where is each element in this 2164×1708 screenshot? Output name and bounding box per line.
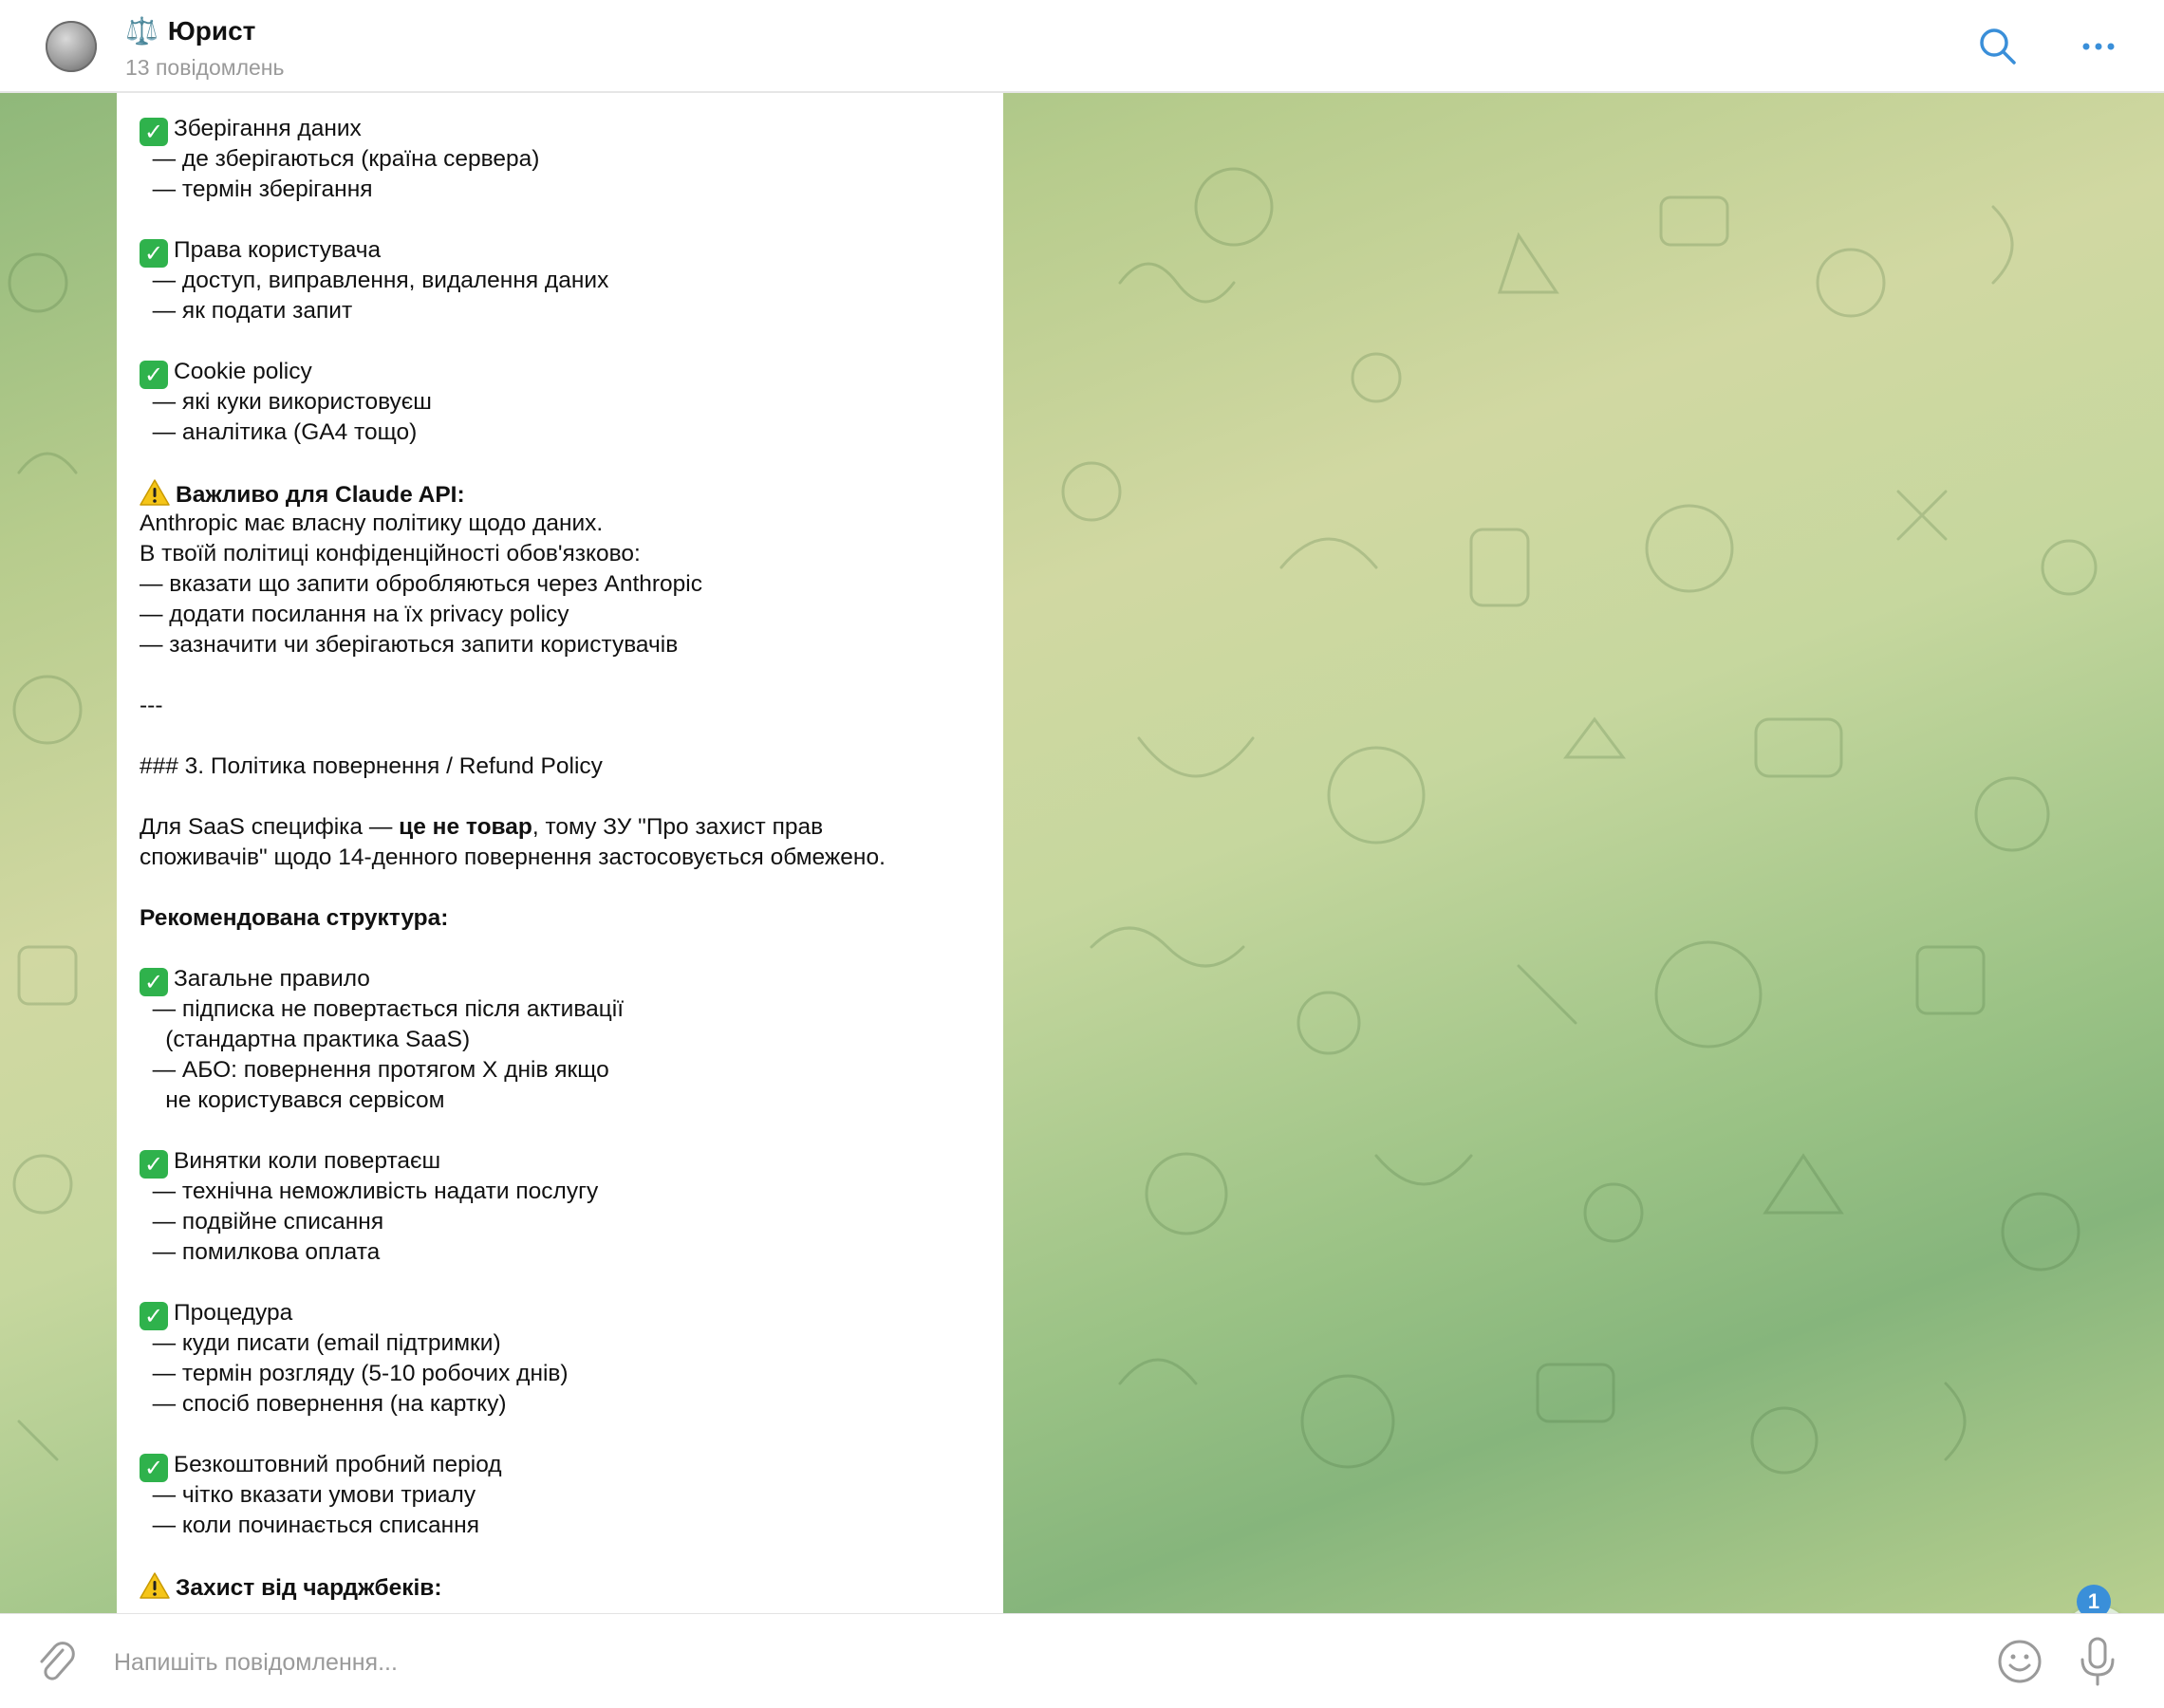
check-mark-icon: ✓ — [140, 1454, 168, 1482]
scales-icon: ⚖️ — [125, 16, 159, 46]
message-line — [140, 782, 980, 812]
message-line: — підписка не повертається після активації — [140, 996, 625, 1022]
search-icon[interactable] — [1974, 23, 2022, 70]
message-line: — де зберігаються (країна сервера) — [140, 146, 540, 172]
message-line: ✓ Зберігання даних — [140, 114, 980, 144]
check-mark-icon: ✓ — [140, 1150, 168, 1179]
message-line: — термін зберігання — [140, 176, 373, 202]
message-line: ✓ Безкоштовний пробний період — [140, 1450, 980, 1480]
unread-badge: 1 — [2077, 1585, 2111, 1619]
message-line: ✓ Cookie policy — [140, 357, 980, 387]
message-line: (стандартна практика SaaS) — [140, 1027, 471, 1052]
message-line: — подвійне списання — [140, 1209, 384, 1235]
chat-title — [125, 13, 284, 49]
chat-avatar[interactable] — [46, 21, 97, 72]
message-line: Захист від чарджбеків: — [140, 1571, 980, 1602]
message-line — [140, 1116, 980, 1146]
message-line — [140, 934, 980, 964]
message-line: — зазначити чи зберігаються запити користувачів — [140, 632, 679, 658]
message-line — [140, 721, 980, 752]
message-line: ✓ Загальне правило — [140, 964, 980, 994]
message-line: — додати посилання на їх privacy policy — [140, 602, 569, 627]
microphone-icon[interactable] — [2077, 1635, 2118, 1688]
message-line: ✓ Винятки коли повертаєш — [140, 1146, 980, 1177]
message-line: --- — [140, 693, 163, 718]
message-line — [140, 660, 980, 691]
message-line — [140, 1420, 980, 1450]
message-line: — чітко вказати умови триалу — [140, 1482, 476, 1508]
message-line: ✓ Права користувача — [140, 235, 980, 266]
message-line: В твоїй політиці конфіденційності обов'язково: — [140, 541, 641, 566]
message-line: — доступ, виправлення, видалення даних — [140, 268, 609, 293]
message-count: 13 повідомлень — [125, 55, 285, 80]
check-mark-icon: ✓ — [140, 118, 168, 146]
message-line — [140, 873, 980, 903]
check-mark-icon: ✓ — [140, 968, 168, 996]
message-line: — спосіб повернення (на картку) — [140, 1391, 507, 1417]
message-line: — куди писати (email підтримки) — [140, 1330, 501, 1356]
message-line: — термін розгляду (5-10 робочих днів) — [140, 1361, 569, 1386]
message-line — [140, 448, 980, 478]
message-line: — аналітика (GA4 тощо) — [140, 419, 418, 445]
warning-icon — [140, 1571, 170, 1600]
message-line: ### 3. Політика повернення / Refund Policy — [140, 753, 603, 779]
chat-title-text: Юрист — [167, 16, 256, 46]
message-line — [140, 1541, 980, 1571]
message-line — [140, 1268, 980, 1298]
chat-header — [0, 0, 2164, 93]
message-line: Anthropic має власну політику щодо даних. — [140, 511, 604, 536]
message-line: споживачів" щодо 14-денного повернення застосовується обмежено. — [140, 845, 886, 870]
message-line: — вказати що запити обробляються через Anthropic — [140, 571, 703, 597]
check-mark-icon: ✓ — [140, 1302, 168, 1330]
emoji-icon[interactable] — [1995, 1637, 2044, 1686]
message-line: Важливо для Claude API: — [140, 478, 980, 509]
message-line: не користувався сервісом — [140, 1087, 445, 1113]
message-line: — технічна неможливість надати послугу — [140, 1179, 599, 1204]
check-mark-icon: ✓ — [140, 361, 168, 389]
message-line: Рекомендована структура: — [140, 905, 449, 931]
message-line — [140, 326, 980, 357]
check-mark-icon: ✓ — [140, 239, 168, 268]
message-line: — помилкова оплата — [140, 1239, 381, 1265]
message-line: — як подати запит — [140, 298, 353, 324]
paperclip-icon[interactable] — [34, 1639, 80, 1684]
more-icon[interactable] — [2075, 23, 2122, 70]
composer — [0, 1613, 2164, 1708]
message-line: — АБО: повернення протягом X днів якщо — [140, 1057, 609, 1083]
message-line: Для SaaS специфіка — це не товар, тому ЗУ "Про захист прав — [140, 814, 824, 840]
message-bubble[interactable] — [117, 93, 1003, 1613]
chat-title-block[interactable] — [125, 13, 284, 82]
message-line — [140, 205, 980, 235]
chat-area[interactable] — [0, 93, 2164, 1613]
warning-icon — [140, 478, 170, 507]
message-line: — коли починається списання — [140, 1513, 479, 1538]
message-input[interactable] — [112, 1639, 1919, 1686]
message-line: ✓ Процедура — [140, 1298, 980, 1328]
message-line: — які куки використовуєш — [140, 389, 432, 415]
message-text — [140, 114, 980, 1602]
